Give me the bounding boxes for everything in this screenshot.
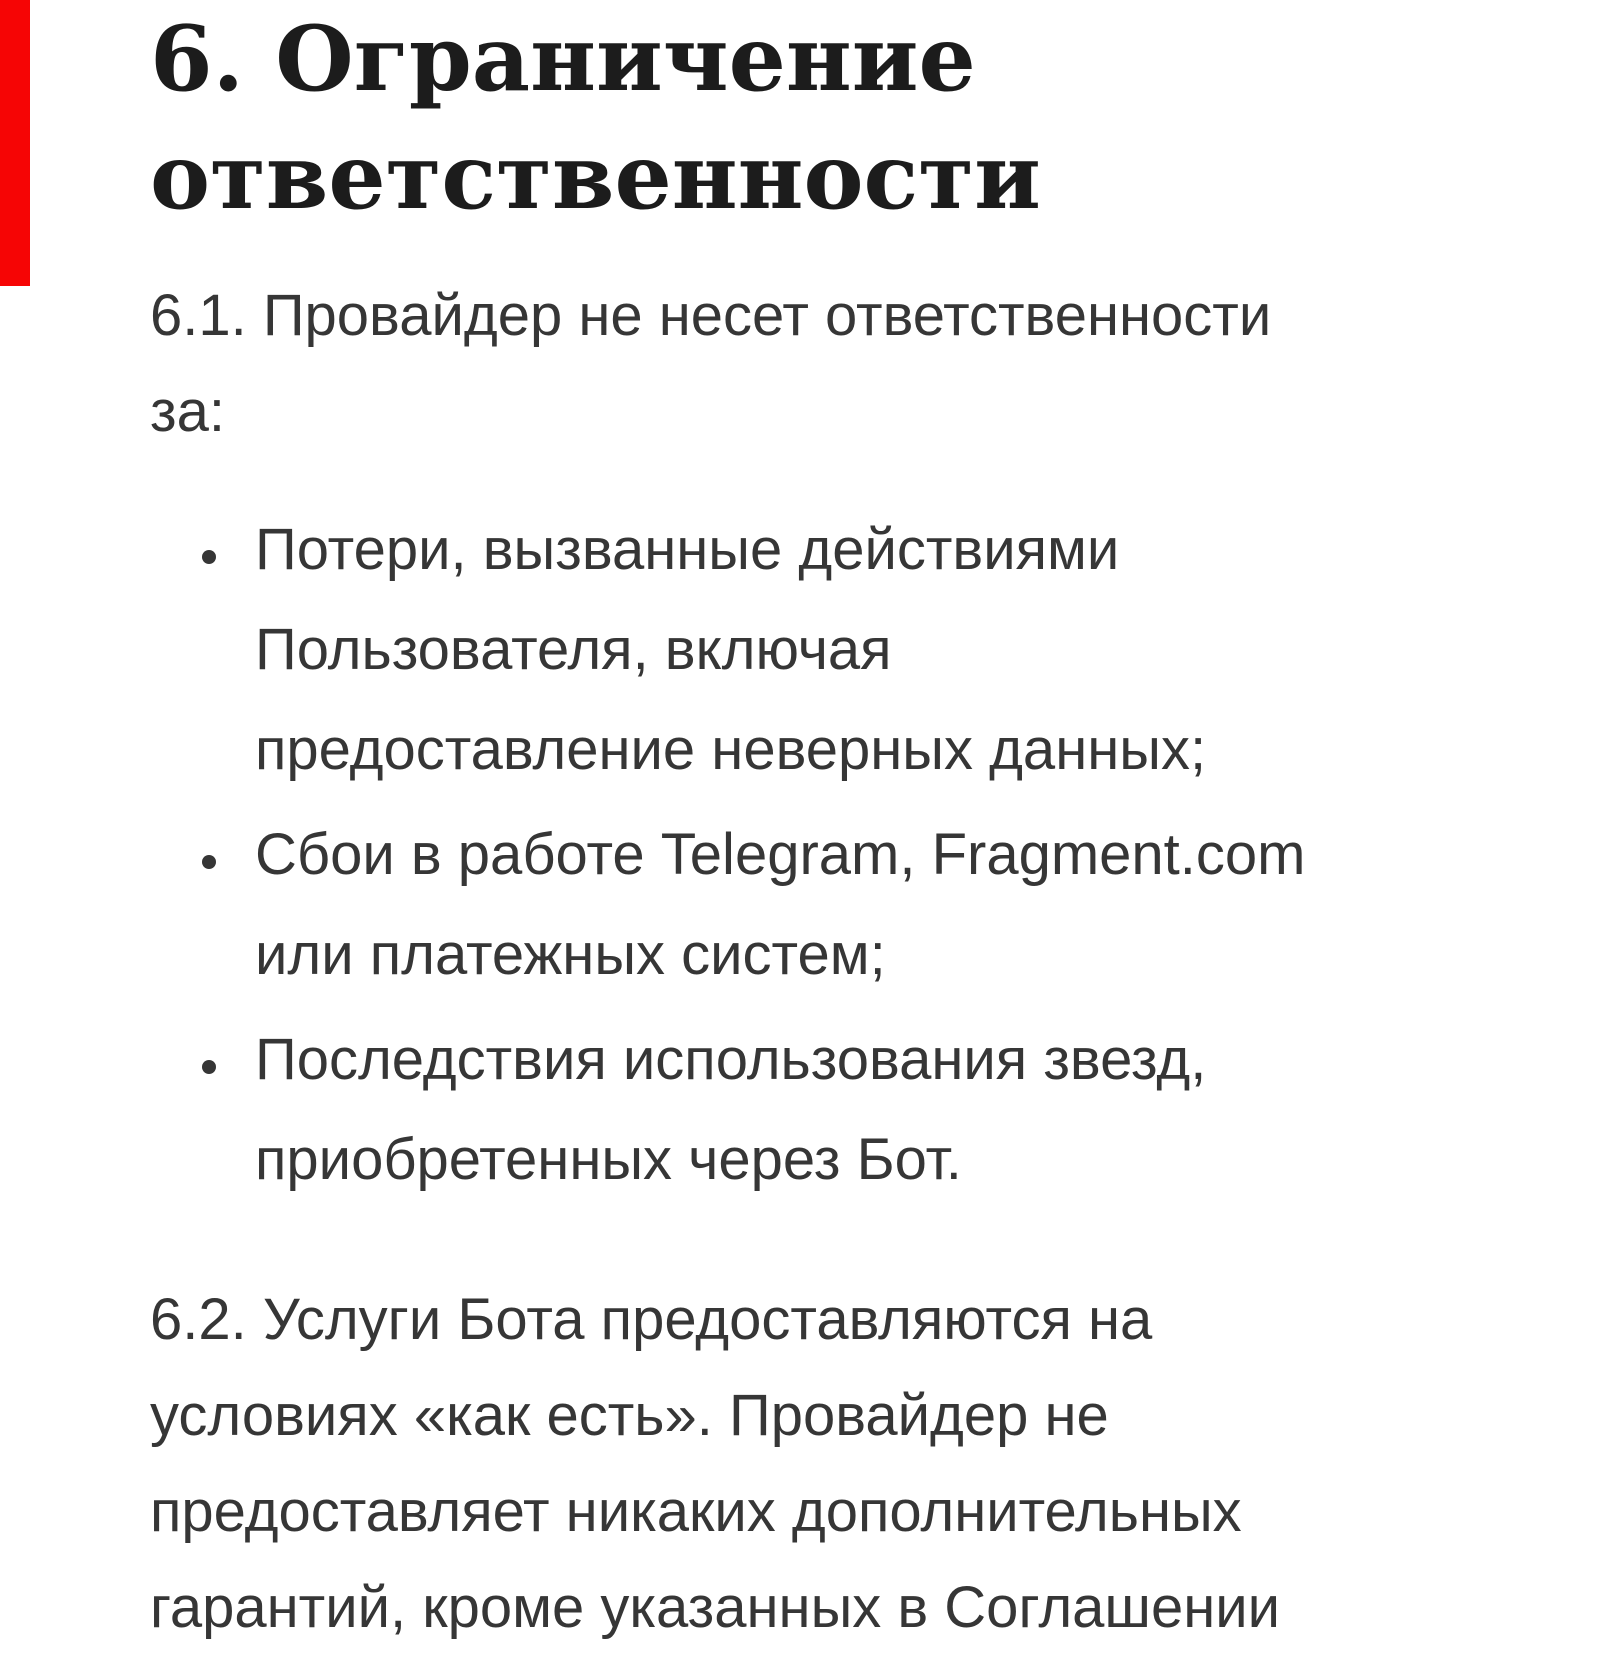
list-item-text: или платежных систем; (255, 922, 886, 987)
bullet-dot-icon (202, 1060, 216, 1074)
list-item-text: Пользователя, включая (255, 617, 892, 682)
list-item-text: предоставление неверных данных; (255, 717, 1207, 782)
document-content (150, 0, 1460, 1640)
paragraph-6-1-line-1: 6.1. Провайдер не несет ответственности (150, 283, 1272, 348)
bullet-dot-icon (202, 855, 216, 869)
paragraph-6-1-line-2: за: (150, 379, 225, 444)
list-item-text: приобретенных через Бот. (255, 1127, 962, 1192)
list-item-text: Потери, вызванные действиями (255, 517, 1120, 582)
section-heading-line-1: 6. Ограничение (150, 6, 976, 112)
list-item (150, 1010, 1305, 1210)
list-item-text: Сбои в работе Telegram, Fragment.com (255, 822, 1306, 887)
left-edge-red-bar (0, 0, 30, 286)
paragraph-6-2-line-4: гарантий, кроме указанных в Соглашении (150, 1575, 1281, 1640)
paragraph-6-2-line-2: условиях «как есть». Провайдер не (150, 1383, 1109, 1448)
paragraph-6-2-line-1: 6.2. Услуги Бота предоставляются на (150, 1287, 1153, 1352)
list-item (150, 500, 1305, 800)
list-item-text: Последствия использования звезд, (255, 1027, 1207, 1092)
section-heading (150, 0, 1041, 236)
list-item (150, 805, 1305, 1005)
paragraph-6-2-line-3: предоставляет никаких дополнительных (150, 1479, 1242, 1544)
bullet-dot-icon (202, 550, 216, 564)
liability-bullet-list (150, 500, 1305, 1215)
paragraph-6-1 (150, 268, 1271, 460)
paragraph-6-2 (150, 1272, 1280, 1656)
section-heading-line-2: ответственности (150, 124, 1041, 230)
